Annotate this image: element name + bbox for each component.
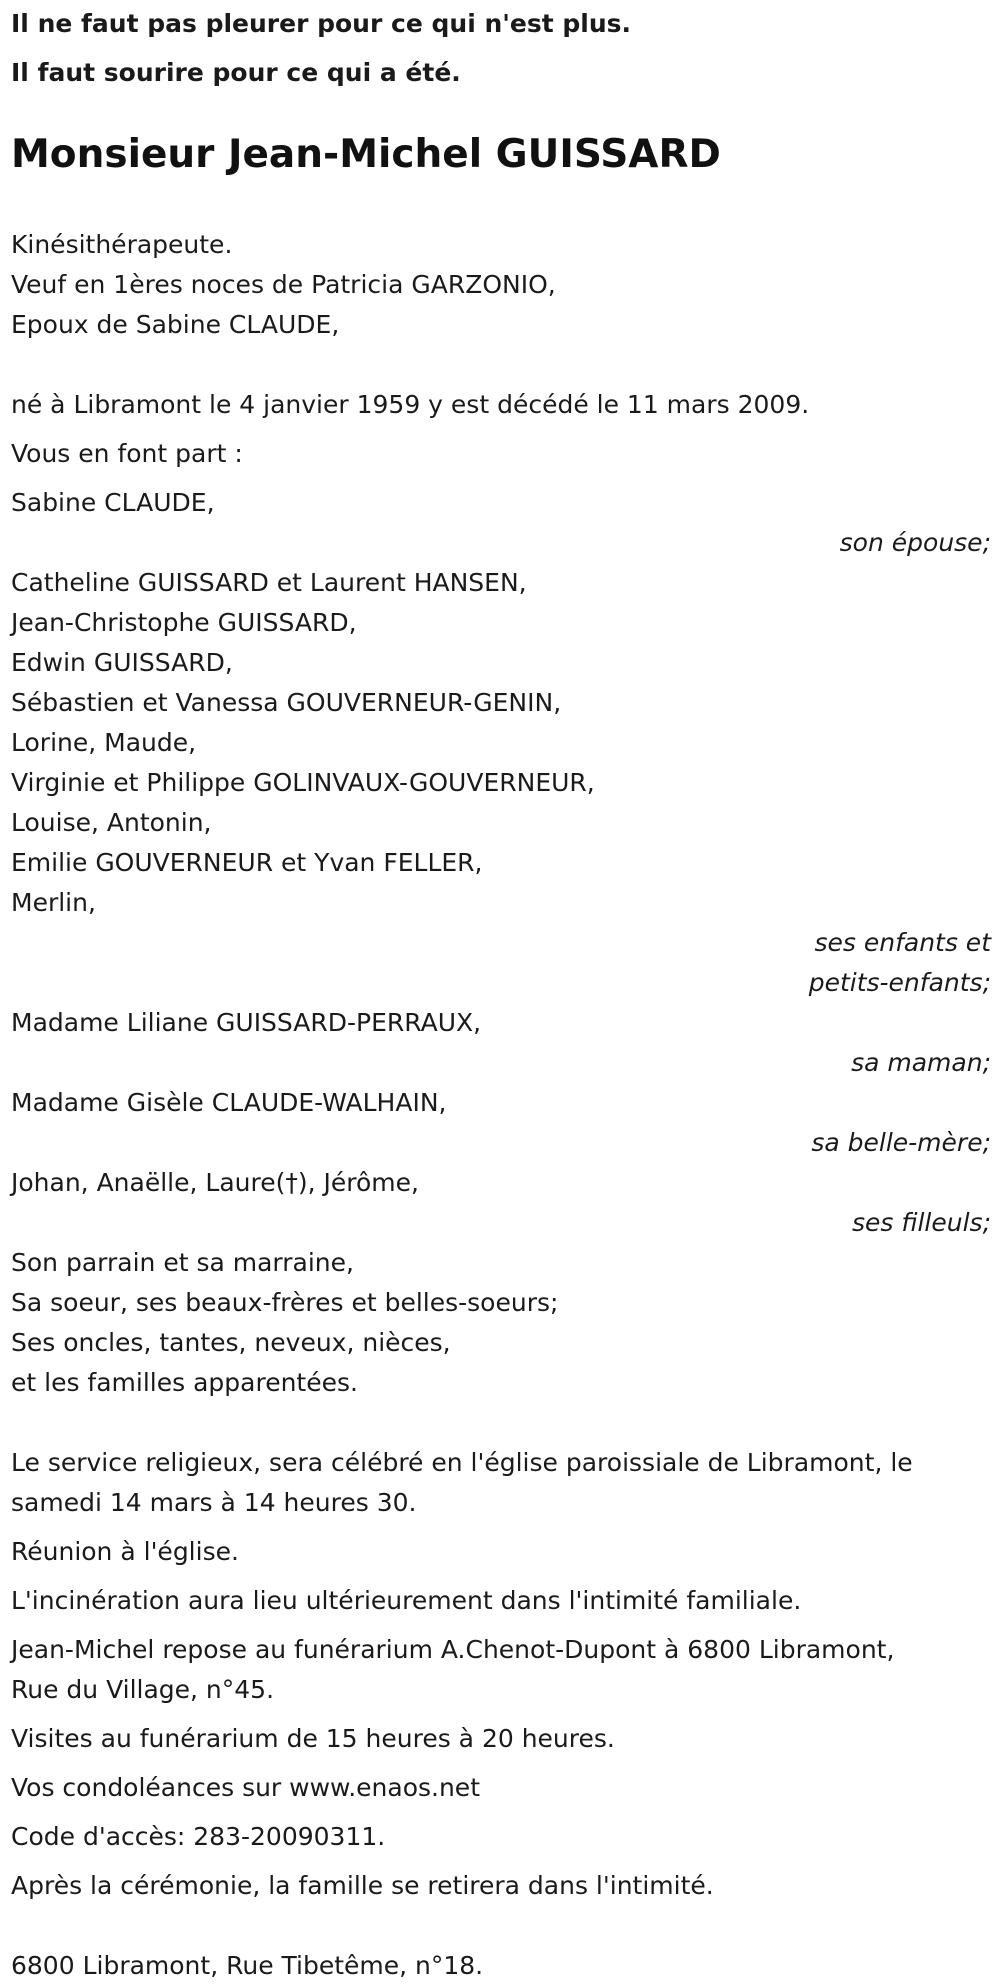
children-role [11,923,991,1003]
others-line: Son parrain et sa marraine, [11,1248,354,1277]
widower-line: Veuf en 1ères noces de Patricia GARZONIO, [11,270,556,299]
child-line: Emilie GOUVERNEUR et Yvan FELLER, [11,848,483,877]
child-line: Merlin, [11,888,96,917]
mother-role: sa maman; [851,1048,991,1077]
deceased-name: Monsieur Jean-Michel GUISSARD [11,132,721,177]
epigraph-line-2: Il faut sourire pour ce qui a été. [11,58,461,87]
wife-role: son épouse; [839,528,991,557]
mother-in-law-role: sa belle-mère; [811,1128,991,1157]
godchildren-role: ses filleuls; [851,1208,991,1237]
epigraph-line-1: Il ne faut pas pleurer pour ce qui n'est plus. [11,9,632,38]
children-role-line-2: petits-enfants; [808,968,991,997]
wife-name: Sabine CLAUDE, [11,488,215,517]
service-info: Le service religieux, sera célébré en l'église paroissiale de Libramont, le samedi 14 mars à 14 heures 30. [11,1448,913,1517]
family-address: 6800 Libramont, Rue Tibetême, n°18. [11,1951,484,1980]
after-ceremony: Après la cérémonie, la famille se retirera dans l'intimité. [11,1871,714,1900]
child-line: Lorine, Maude, [11,728,197,757]
access-code: Code d'accès: 283-20090311. [11,1822,386,1851]
spouse-line: Epoux de Sabine CLAUDE, [11,310,340,339]
family-mother [11,1003,991,1083]
family-others [11,1243,991,1403]
child-line: Edwin GUISSARD, [11,648,233,677]
meeting-info: Réunion à l'église. [11,1537,239,1566]
family-mother-in-law [11,1083,991,1163]
others-line: Ses oncles, tantes, neveux, nièces, [11,1328,451,1357]
family-godchildren [11,1163,991,1243]
others-line: et les familles apparentées. [11,1368,358,1397]
birth-death-line: né à Libramont le 4 janvier 1959 y est décédé le 11 mars 2009. [11,390,810,419]
child-line: Jean-Christophe GUISSARD, [11,608,357,637]
notice-body [11,225,991,1986]
child-line: Catheline GUISSARD et Laurent HANSEN, [11,568,527,597]
others-line: Sa soeur, ses beaux-frères et belles-soeurs; [11,1288,559,1317]
announcement-intro: Vous en font part : [11,439,243,468]
child-line: Virginie et Philippe GOLINVAUX-GOUVERNEUR, [11,768,595,797]
visits-info: Visites au funérarium de 15 heures à 20 heures. [11,1724,615,1753]
godchildren-names: Johan, Anaëlle, Laure(†), Jérôme, [11,1168,419,1197]
children-role-line-1: ses enfants et [814,928,991,957]
condolences-info: Vos condoléances sur www.enaos.net [11,1773,480,1802]
child-line: Sébastien et Vanessa GOUVERNEUR-GENIN, [11,688,562,717]
family-wife [11,483,991,563]
rest-line-2: Rue du Village, n°45. [11,1675,275,1704]
family-children [11,563,991,1003]
profession: Kinésithérapeute. [11,230,233,259]
mother-in-law-name: Madame Gisèle CLAUDE-WALHAIN, [11,1088,447,1117]
rest-line-1: Jean-Michel repose au funérarium A.Chenot-Dupont à 6800 Libramont, [11,1635,895,1664]
child-line: Louise, Antonin, [11,808,212,837]
cremation-info: L'incinération aura lieu ultérieurement dans l'intimité familiale. [11,1586,802,1615]
mother-name: Madame Liliane GUISSARD-PERRAUX, [11,1008,482,1037]
